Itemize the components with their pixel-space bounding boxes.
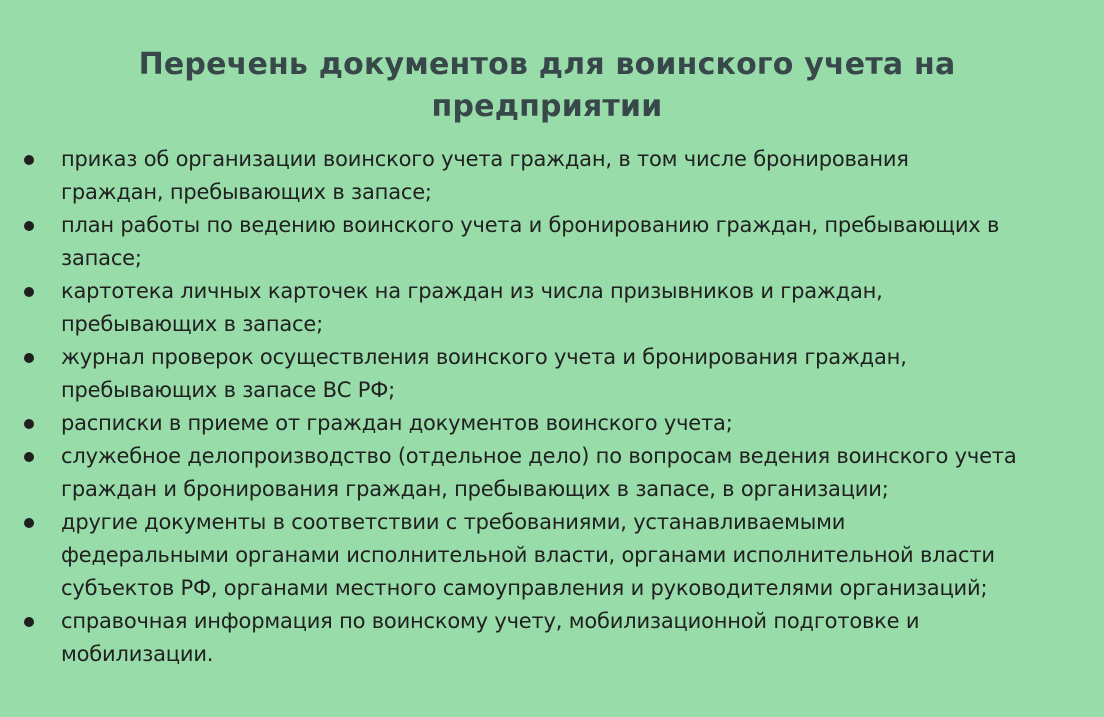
list-item-line: пребывающих в запасе ВС РФ; <box>61 378 395 402</box>
page-title-line-2: предприятии <box>431 89 663 125</box>
list-item-line: картотека личных карточек на граждан из числа призывников и граждан, <box>61 279 883 303</box>
bullet-icon <box>24 419 34 429</box>
documents-list <box>0 143 1104 671</box>
list-item <box>0 407 1104 440</box>
bullet-icon <box>24 287 34 297</box>
list-item-line: мобилизации. <box>61 642 214 666</box>
bullet-icon <box>24 353 34 363</box>
list-item-line: другие документы в соответствии с требованиями, устанавливаемыми <box>61 510 846 534</box>
list-item <box>0 209 1104 275</box>
list-item <box>0 506 1104 605</box>
list-item <box>0 341 1104 407</box>
list-item-line: справочная информация по воинскому учету, мобилизационной подготовке и <box>61 609 920 633</box>
list-item-line: план работы по ведению воинского учета и бронированию граждан, пребывающих в <box>61 213 1000 237</box>
page-title <box>0 44 1094 128</box>
list-item-line: федеральными органами исполнительной власти, органами исполнительной власти <box>61 543 995 567</box>
list-item-line: пребывающих в запасе; <box>61 312 323 336</box>
bullet-icon <box>24 221 34 231</box>
list-item-line: запасе; <box>61 246 142 270</box>
list-item-line: журнал проверок осуществления воинского учета и бронирования граждан, <box>61 345 907 369</box>
list-item <box>0 143 1104 209</box>
list-item-line: приказ об организации воинского учета граждан, в том числе бронирования <box>61 147 909 171</box>
list-item <box>0 275 1104 341</box>
list-item <box>0 440 1104 506</box>
list-item-line: субъектов РФ, органами местного самоуправления и руководителями организаций; <box>61 576 988 600</box>
page-title-line-1: Перечень документов для воинского учета на <box>138 47 956 83</box>
bullet-icon <box>24 452 34 462</box>
list-item-line: расписки в приеме от граждан документов воинского учета; <box>61 411 733 435</box>
list-item <box>0 605 1104 671</box>
list-item-line: граждан, пребывающих в запасе; <box>61 180 432 204</box>
bullet-icon <box>24 518 34 528</box>
list-item-line: служебное делопроизводство (отдельное дело) по вопросам ведения воинского учета <box>61 444 1017 468</box>
list-item-line: граждан и бронирования граждан, пребывающих в запасе, в организации; <box>61 477 889 501</box>
bullet-icon <box>24 155 34 165</box>
bullet-icon <box>24 617 34 627</box>
